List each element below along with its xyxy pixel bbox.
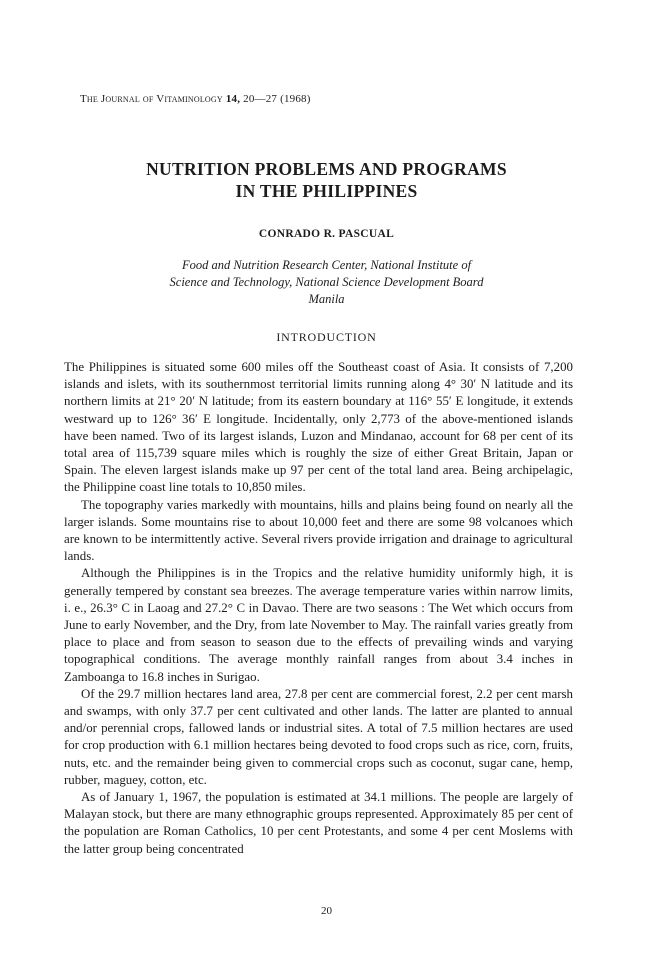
section-heading: INTRODUCTION <box>276 330 377 344</box>
affiliation-line-1: Food and Nutrition Research Center, National Institute of <box>181 258 472 272</box>
paragraph-3: Although the Philippines is in the Tropics and the relative humidity uniformly high, it is generally tempered by constant sea breezes. The average temperature varies within narrow limits, i. e., 26.3° C in Laoag and 27.2° C in Davao. There are two seasons : The Wet which occurs from June to early November, and the Dry, from late November to May. The rainfall varies greatly from place to place and from season to season due to the effects of prevailing winds and varying topographical conditions. The average monthly rainfall ranges from about 3.4 inches in Zamboanga to 16.8 inches in Surigao. <box>64 566 573 684</box>
article-title-line-2: IN THE PHILIPPINES <box>235 181 418 201</box>
author-name: CONRADO R. PASCUAL <box>258 228 395 240</box>
paragraph-4: Of the 29.7 million hectares land area, 27.8 per cent are commercial forest, 2.2 per cent marsh and swamps, with only 37.7 per cent cultivated and other lands. The latter are planted to annual and/or perennial crops, fallowed lands or industrial sites. A total of 7.5 million hectares are used for crop production with 6.1 million hectares being devoted to food crops such as rice, corn, fruits, nuts, etc. and the remainder being given to commercial crops such as coconut, sugar cane, hemp, rubber, maguey, cotton, etc. <box>64 686 573 787</box>
paragraph-1: The Philippines is situated some 600 miles off the Southeast coast of Asia. It consists of 7,200 islands and islets, with its southernmost territorial limits running along 4° 30′ N latitude and its northern limits at 21° 20′ N latitude; from its eastern boundary at 116° 55′ E longitude, it extends westward up to 126° 36′ E longitude. Incidentally, only 2,773 of the above-mentioned islands have been named. Two of its largest islands, Luzon and Mindanao, account for 68 per cent of its total area of 115,739 square miles which is roughly the size of either Great Britain, Japan or Spain. The eleven largest islands make up 97 per cent of the total land area. Being archipelagic, the Philippine coast line totals to 10,850 miles. <box>64 360 573 495</box>
page-number: 20 <box>321 905 332 917</box>
article-body <box>64 359 573 858</box>
journal-running-header <box>80 93 311 105</box>
journal-name: The Journal of Vitaminology <box>80 93 223 105</box>
affiliation-line-2: Science and Technology, National Science Development Board <box>169 275 484 289</box>
paragraph-2: The topography varies markedly with mountains, hills and plains being found on nearly all the larger islands. Some mountains rise to about 10,000 feet and there are some 98 volcanoes which are known to be intermittently active. Several rivers provide irrigation and drainage to agricultural lands. <box>64 497 573 564</box>
affiliation-line-3: Manila <box>308 292 345 306</box>
article-title-line-1: NUTRITION PROBLEMS AND PROGRAMS <box>146 159 507 179</box>
journal-volume: 14, <box>225 93 241 105</box>
paragraph-5: As of January 1, 1967, the population is estimated at 34.1 millions. The people are largely of Malayan stock, but there are many ethnographic groups represented. Approximately 85 per cent of the population are Roman Catholics, 10 per cent Protestants, and some 4 per cent Moslems with the latter group being concentrated <box>64 790 573 856</box>
journal-pages: 20—27 (1968) <box>243 93 311 105</box>
